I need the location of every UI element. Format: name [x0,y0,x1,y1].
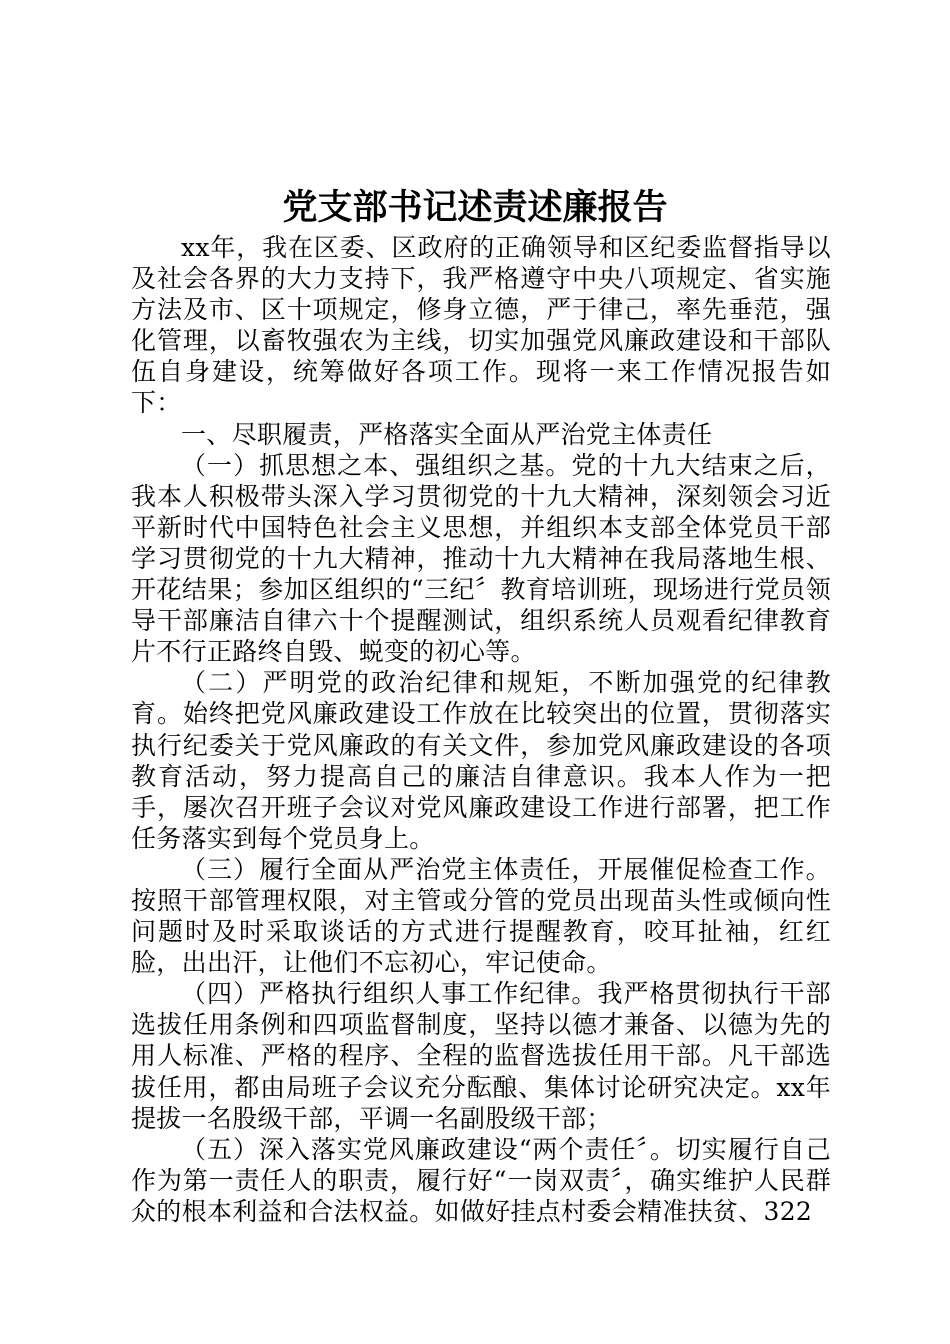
section-heading: 一、尽职履责，严格落实全面从严治党主体责任 [181,419,713,449]
document-title: 党支部书记述责述廉报告 [282,187,668,228]
document-body [131,232,831,1227]
body-paragraph: （五）深入落实党风廉政建设“两个责任〞。切实履行自己作为第一责任人的职责，履行好“一岗双责〞，确实维护人民群众的根本利益和合法权益。如做好挂点村委会精准扶贫、322 [131,1134,831,1226]
intro-paragraph: xx年，我在区委、区政府的正确领导和区纪委监督指导以及社会各界的大力支持下，我严格遵守中央八项规定、省实施方法及市、区十项规定，修身立德，严于律己，率先垂范，强化管理，以畜牧强农为主线，切实加强党风廉政建设和干部队伍自身建设，统筹做好各项工作。现将一来工作情况报告如下： [131,233,831,418]
body-paragraph: （四）严格执行组织人事工作纪律。我严格贯彻执行干部选拔任用条例和四项监督制度，坚持以德才兼备、以德为先的用人标准、严格的程序、全程的监督选拔任用干部。凡干部选拔任用，都由局班子会议充分酝酿、集体讨论研究决定。xx年提拔一名股级干部，平调一名副股级干部； [131,979,831,1133]
body-paragraph: （三）履行全面从严治党主体责任，开展催促检查工作。按照干部管理权限，对主管或分管的党员出现苗头性或倾向性问题时及时采取谈话的方式进行提醒教育，咬耳扯袖，红红脸，出出汗，让他们不忘初心，牢记使命。 [131,854,831,978]
body-paragraph: （二）严明党的政治纪律和规矩，不断加强党的纪律教育。始终把党风廉政建设工作放在比较突出的位置，贯彻落实执行纪委关于党风廉政的有关文件，参加党风廉政建设的各项教育活动，努力提高自己的廉洁自律意识。我本人作为一把手，屡次召开班子会议对党风廉政建设工作进行部署，把工作任务落实到每个党员身上。 [131,668,831,853]
body-paragraph: （一）抓思想之本、强组织之基。党的十九大结束之后，我本人积极带头深入学习贯彻党的十九大精神，深刻领会习近平新时代中国特色社会主义思想，并组织本支部全体党员干部学习贯彻党的十九大精神，推动十九大精神在我局落地生根、开花结果；参加区组织的“三纪〞教育培训班，现场进行党员领导干部廉洁自律六十个提醒测试，组织系统人员观看纪律教育片不行正路终自毁、蜕变的初心等。 [131,450,831,667]
